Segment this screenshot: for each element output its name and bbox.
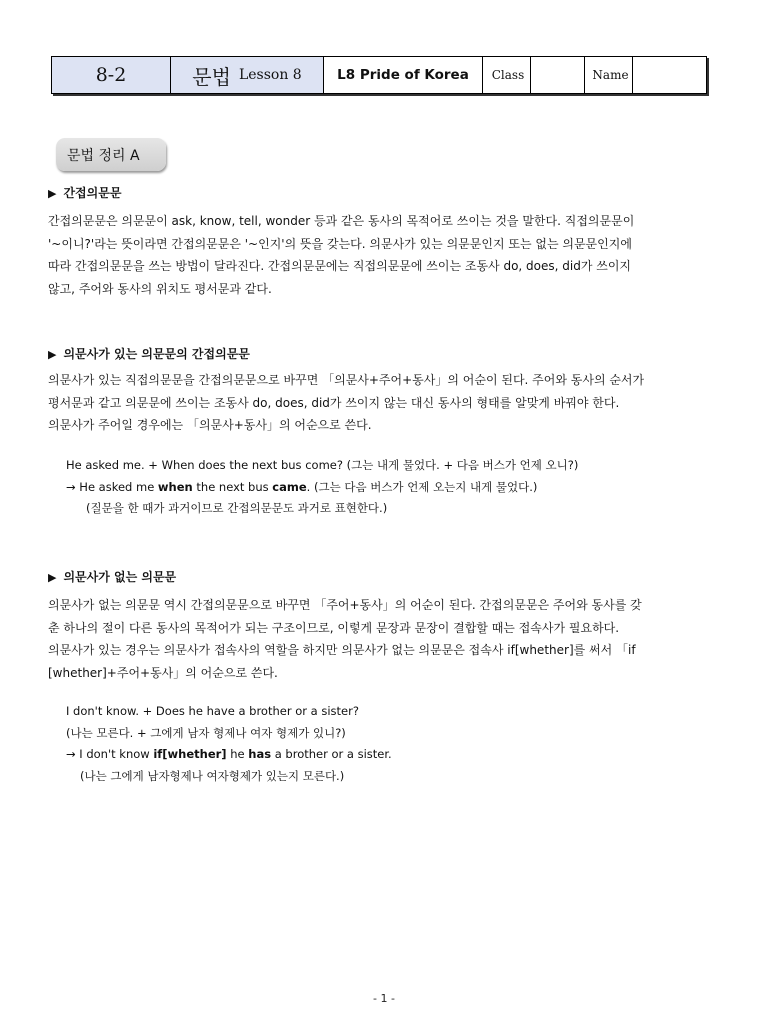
example-line: He asked me. + When does the next bus come? (그는 내게 물었다. + 다음 버스가 언제 오니?) (66, 458, 579, 472)
class-field[interactable] (531, 57, 585, 93)
paragraph-line: [whether]+주어+동사」의 어순으로 쓴다. (48, 665, 278, 680)
name-label: Name (585, 57, 633, 93)
paragraph-3 (48, 594, 720, 684)
page-number: - 1 - (373, 992, 395, 1005)
lesson-number: 8-2 (52, 57, 171, 93)
example-line: (나는 그에게 남자형제나 여자형제가 있는지 모른다.) (80, 768, 345, 783)
class-label: Class (483, 57, 531, 93)
section-heading-3 (48, 568, 176, 585)
triangle-bullet-icon: ▶ (48, 348, 57, 361)
heading-text: 의문사가 없는 의문문 (63, 570, 177, 584)
heading-text: 간접의문문 (63, 186, 122, 200)
paragraph-line: 춘 하나의 절이 다른 동사의 목적어가 되는 구조이므로, 이렇게 문장과 문장이 결합할 때는 접속사가 필요하다. (48, 620, 620, 635)
paragraph-line: 의문사가 있는 직접의문문을 간접의문문으로 바꾸면 「의문사+주어+동사」의 어순이 된다. 주어와 동사의 순서가 (48, 373, 645, 387)
paragraph-line: 따라 간접의문문을 쓰는 방법이 달라진다. 간접의문문에는 직접의문문에 쓰이는 조동사 do, does, did가 쓰이지 (48, 259, 632, 273)
grammar-cell (171, 57, 324, 93)
section-heading-2 (48, 345, 250, 362)
paragraph-2 (48, 369, 720, 437)
paragraph-line: '~이니?'라는 뜻이라면 간접의문문은 '~인지'의 뜻을 갖는다. 의문사가 있는 의문문인지 또는 없는 의문문인지에 (48, 236, 632, 251)
example-line: I don't know. + Does he have a brother or a sister? (66, 704, 359, 718)
section-heading-1 (48, 184, 121, 201)
example-line: → I don't know if[whether] he has a brother or a sister. (66, 747, 392, 761)
example-line: → He asked me when the next bus came. (그는 다음 버스가 언제 오는지 내게 물었다.) (66, 479, 538, 494)
example-block-2 (66, 701, 392, 787)
paragraph-line: 평서문과 같고 의문문에 쓰이는 조동사 do, does, did가 쓰이지 않는 대신 동사의 형태를 알맞게 바꿔야 한다. (48, 395, 620, 410)
paragraph-line: 의문사가 없는 의문문 역시 간접의문문으로 바꾸면 「주어+동사」의 어순이 된다. 간접의문문은 주어와 동사를 갖 (48, 598, 642, 612)
paragraph-line: 의문사가 주어일 경우에는 「의문사+동사」의 어순으로 쓴다. (48, 418, 372, 432)
paragraph-line: 간접의문문은 의문문이 ask, know, tell, wonder 등과 같은 동사의 목적어로 쓰이는 것을 말한다. 직접의문문이 (48, 214, 635, 228)
triangle-bullet-icon: ▶ (48, 571, 57, 584)
section-title-pill: 문법 정리 A (56, 138, 166, 171)
triangle-bullet-icon: ▶ (48, 187, 57, 200)
lesson-header-table (51, 56, 707, 94)
paragraph-1 (48, 210, 720, 300)
example-block-1 (66, 455, 578, 520)
paragraph-line: 않고, 주어와 동사의 위치도 평서문과 같다. (48, 281, 272, 296)
lesson-label: Lesson 8 (238, 67, 302, 83)
name-field[interactable] (633, 57, 706, 93)
grammar-label: 문법 (192, 64, 231, 89)
paragraph-line: 의문사가 있는 경우는 의문사가 접속사의 역할을 하지만 의문사가 없는 의문문은 접속사 if[whether]를 써서 「if (48, 643, 636, 657)
example-line: (나는 모른다. + 그에게 남자 형제나 여자 형제가 있니?) (66, 725, 346, 740)
heading-text: 의문사가 있는 의문문의 간접의문문 (63, 347, 250, 361)
lesson-title: L8 Pride of Korea (324, 57, 483, 93)
example-line: (질문을 한 때가 과거이므로 간접의문문도 과거로 표현한다.) (86, 501, 388, 515)
